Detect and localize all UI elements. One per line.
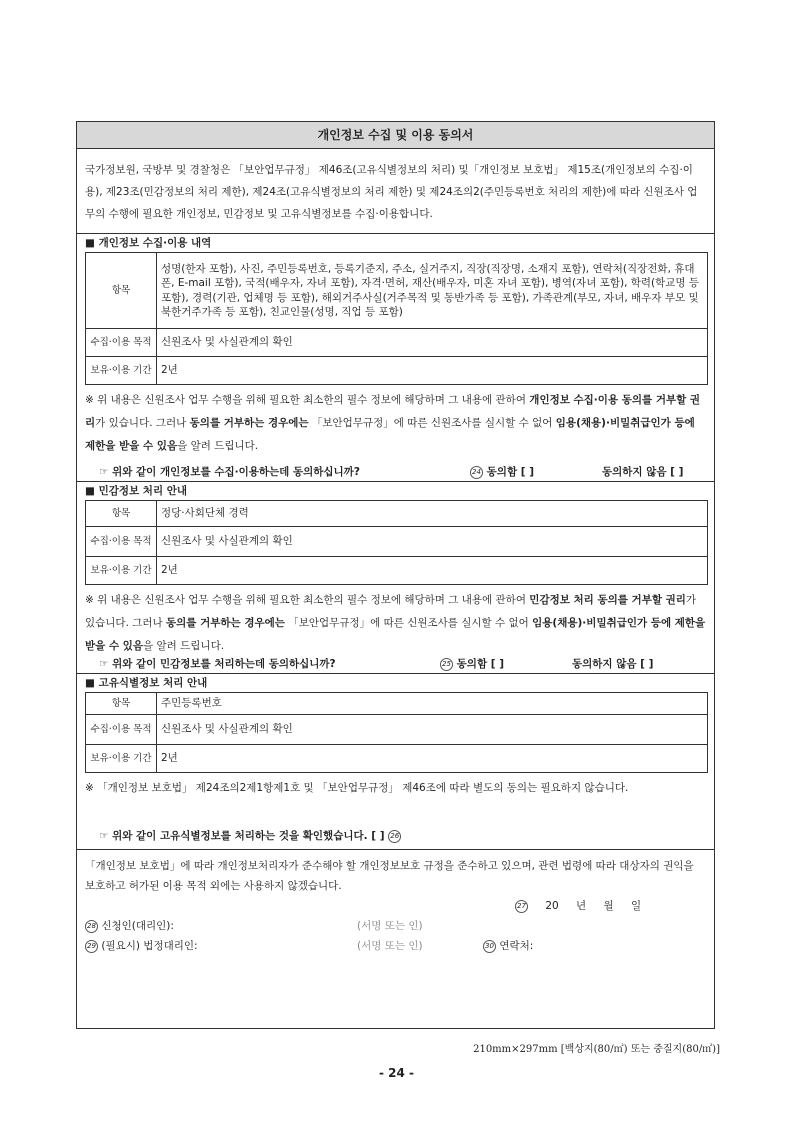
items-value: 성명(한자 포함), 사진, 주민등록번호, 등록기준지, 주소, 실거주지, 직장(직장명, 소재지 포함), 연락처(직장전화, 휴대폰, E-mail 포함), 국적(배우자, 자녀 포함), 자격·면허, 재산(배우자, 미혼 자녀 포함), 병역(자녀 포함), 학력(학교명 등 포함), 경력(기관, 업체명 등 포함), 해외거주사실(거주목적 및 동반가족 등 포함), 가족관계(부모, 자녀, 배우자 부모 및 북한거주가족 등 포함), 친교인물(성명, 직업 등 포함) xyxy=(157,253,708,329)
items-value: 정당·사회단체 경력 xyxy=(157,501,708,527)
applicant-line: 28 신청인(대리인): (서명 또는 인) xyxy=(77,916,714,936)
personal-question-row xyxy=(77,463,714,481)
personal-note: ※ 위 내용은 신원조사 업무 수행을 위해 필요한 최소한의 필수 정보에 해당하며 그 내용에 관하여 개인정보 수집·이용 동의를 거부할 권리가 있습니다. 그러나 동의를 거부하는 경우에는 「보안업무규정」에 따른 신원조사를 실시할 수 없어 임용(채용)·비밀취급인가 등에 제한을 받을 수 있음을 알려 드립니다. xyxy=(85,394,701,452)
purpose-value: 신원조사 및 사실관계의 확인 xyxy=(157,329,708,357)
applicant-signature[interactable]: (서명 또는 인) xyxy=(357,920,423,932)
purpose-label: 수집·이용 목적 xyxy=(86,715,157,745)
sensitive-info-table xyxy=(85,500,708,585)
period-value: 2년 xyxy=(157,357,708,385)
items-label: 항목 xyxy=(86,253,157,329)
purpose-value: 신원조사 및 사실관계의 확인 xyxy=(157,715,708,745)
circled-number: 27 xyxy=(515,900,528,913)
items-label: 항목 xyxy=(86,693,157,715)
paper-spec-footer: 210mm×297mm [백상지(80/㎡) 또는 중질지(80/㎡)] xyxy=(473,1044,720,1055)
circled-number: 28 xyxy=(85,920,98,933)
unique-id-confirm-checkbox[interactable]: ☞ 위와 같이 고유식별정보를 처리하는 것을 확인했습니다. [ ] 26 xyxy=(99,827,401,845)
personal-question: ☞ 위와 같이 개인정보를 수집·이용하는데 동의하십니까? xyxy=(99,466,360,478)
date-line: 27 20 년 월 일 xyxy=(77,896,714,916)
circled-number: 25 xyxy=(440,658,453,671)
sensitive-agree-checkbox[interactable]: 동의함 [ ] xyxy=(456,658,504,670)
section-unique-id-heading: ■ 고유식별정보 처리 안내 xyxy=(85,677,208,689)
personal-info-table xyxy=(85,252,708,385)
circled-number: 30 xyxy=(483,940,496,953)
intro-text: 국가정보원, 국방부 및 경찰청은 「보안업무규정」 제46조(고유식별정보의 처리) 및「개인정보 보호법」 제15조(개인정보의 수집·이용), 제23조(민감정보의 처리 제한), 제24조(고유식별정보의 처리 제한) 및 제24조의2(주민등록번호 처리의 제한)에 따라 신원조사 업무의 수행에 필요한 개인정보, 민감정보 및 고유식별정보를 수집·이용합니다. xyxy=(77,149,714,234)
sensitive-disagree-checkbox[interactable]: 동의하지 않음 [ ] xyxy=(572,658,654,670)
circled-number: 24 xyxy=(470,466,483,479)
page-number: - 24 - xyxy=(378,1066,414,1080)
sensitive-note: ※ 위 내용은 신원조사 업무 수행을 위해 필요한 최소한의 필수 정보에 해당하며 그 내용에 관하여 민감정보 처리 동의를 거부할 권리가 있습니다. 그러나 동의를 거부하는 경우에는 「보안업무규정」에 따른 신원조사를 실시할 수 없어 임용(채용)·비밀취급인가 등에 제한을 받을 수 있음을 알려 드립니다. xyxy=(85,594,706,652)
unique-id-table xyxy=(85,692,708,773)
section-sensitive-heading: ■ 민감정보 처리 안내 xyxy=(85,485,188,497)
period-value: 2년 xyxy=(157,745,708,773)
personal-disagree-checkbox[interactable]: 동의하지 않음 [ ] xyxy=(602,466,684,478)
items-label: 항목 xyxy=(86,501,157,527)
period-label: 보유·이용 기간 xyxy=(86,557,157,585)
period-value: 2년 xyxy=(157,557,708,585)
sensitive-question: ☞ 위와 같이 민감정보를 처리하는데 동의하십니까? xyxy=(99,658,336,670)
purpose-value: 신원조사 및 사실관계의 확인 xyxy=(157,527,708,557)
guardian-line: 29 (필요시) 법정대리인: (서명 또는 인) 30 연락처: xyxy=(77,936,714,956)
sensitive-question-row xyxy=(77,655,714,673)
section-personal-heading: ■ 개인정보 수집·이용 내역 xyxy=(85,237,212,249)
consent-form xyxy=(76,121,715,1029)
closing-text: 「개인정보 보호법」에 따라 개인정보처리자가 준수해야 할 개인정보보호 규정을 준수하고 있으며, 관련 법령에 따라 대상자의 권익을 보호하고 허가된 이용 목적 외에는 사용하지 않겠습니다. xyxy=(85,860,694,892)
form-title: 개인정보 수집 및 이용 동의서 xyxy=(77,122,714,149)
circled-number: 29 xyxy=(85,940,98,953)
period-label: 보유·이용 기간 xyxy=(86,357,157,385)
items-value: 주민등록번호 xyxy=(157,693,708,715)
purpose-label: 수집·이용 목적 xyxy=(86,329,157,357)
circled-number: 26 xyxy=(388,830,401,843)
purpose-label: 수집·이용 목적 xyxy=(86,527,157,557)
unique-id-note: ※ 「개인정보 보호법」 제24조의2제1항제1호 및 「보안업무규정」 제46조에 따라 별도의 동의는 필요하지 않습니다. xyxy=(85,782,629,794)
guardian-signature[interactable]: (서명 또는 인) xyxy=(357,940,423,952)
personal-agree-checkbox[interactable]: 동의함 [ ] xyxy=(486,466,534,478)
unique-id-question-row xyxy=(77,827,714,849)
period-label: 보유·이용 기간 xyxy=(86,745,157,773)
contact-field: 30 연락처: xyxy=(483,936,533,956)
